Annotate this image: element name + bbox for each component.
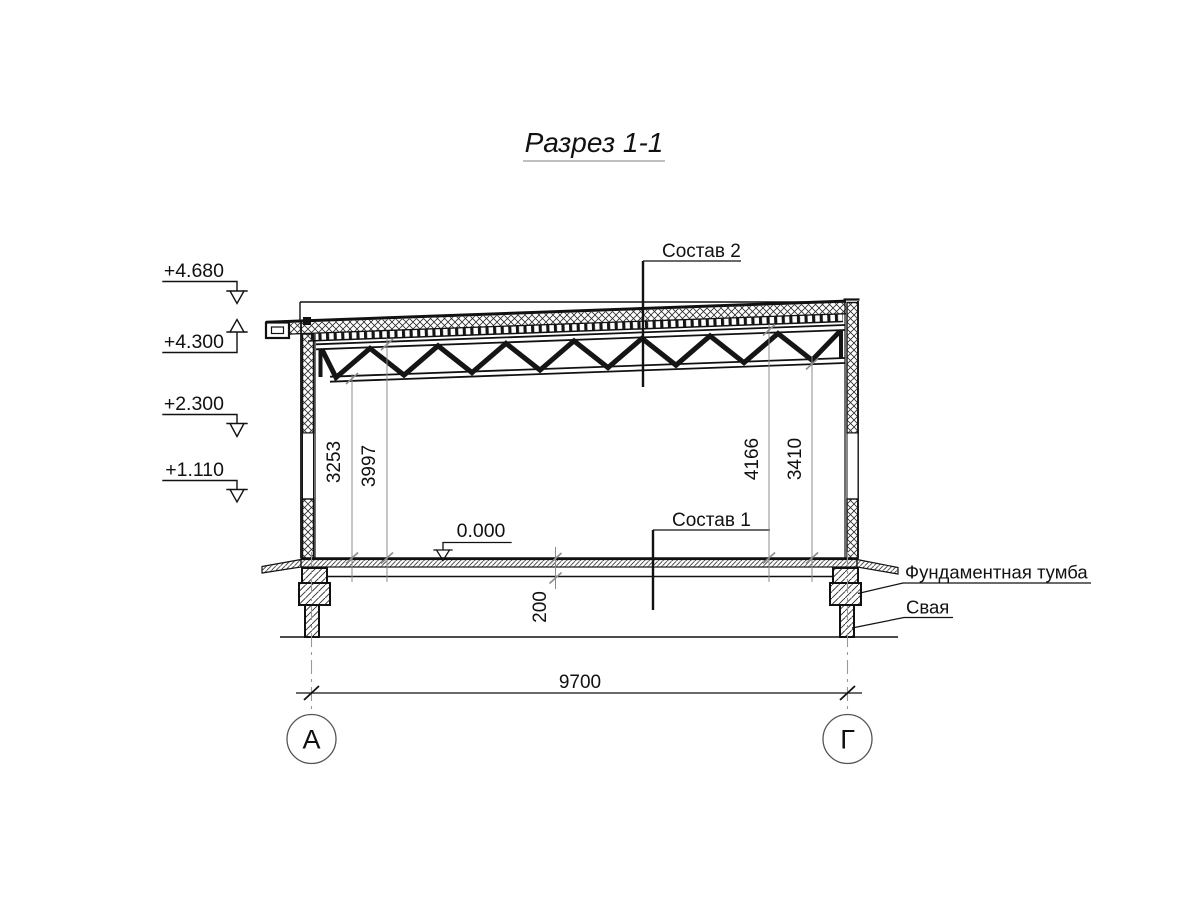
- floor-apron-left: [262, 560, 301, 574]
- right-wall: [844, 300, 860, 559]
- axis-bubble-left: [287, 715, 336, 764]
- axis-letter-left: А: [302, 724, 321, 755]
- elevation-4300-text: +4.300: [163, 331, 224, 353]
- elevation-4680-text: +4.680: [163, 260, 224, 282]
- axis-bubble-right: [823, 715, 872, 764]
- elevation-mark-0000: [434, 520, 511, 561]
- dim-3410: [785, 356, 818, 582]
- floor-composition-text: Состав 1: [672, 510, 751, 531]
- foundation-pedestal-right-lower: [830, 583, 861, 605]
- foundation-pedestal-left-lower: [299, 583, 330, 605]
- foundation-pedestal-left-upper: [302, 568, 327, 583]
- elevation-1110-text: +1.110: [165, 459, 224, 481]
- elevation-mark-4300: [163, 320, 247, 354]
- elevation-mark-2300: [163, 393, 247, 437]
- dim-3997-text: 3997: [359, 444, 380, 488]
- elevation-mark-4680: [163, 260, 247, 304]
- dim-4166-text: 4166: [742, 437, 763, 481]
- left-wall: [301, 322, 315, 559]
- pile-text: Свая: [906, 596, 950, 618]
- floor-slab: [262, 559, 898, 577]
- pile-leader: [852, 618, 953, 629]
- foundation-pedestal-leader: [858, 583, 1091, 594]
- right-wall-panel-upper: [847, 303, 858, 434]
- eave-gutter-box: [266, 323, 289, 339]
- left-wall-panel-lower: [303, 499, 314, 559]
- title-text: Разрез 1-1: [524, 127, 664, 158]
- foundation-pedestal-text: Фундаментная тумба: [905, 561, 1088, 583]
- elevation-mark-1110: [163, 459, 247, 502]
- composition-labels: [643, 241, 770, 610]
- axis-grid: [287, 552, 872, 764]
- axis-letter-right: Г: [840, 724, 855, 755]
- roof-composition-text: Состав 2: [662, 241, 741, 262]
- elevation-marks: [163, 260, 511, 561]
- dim-9700-text: 9700: [558, 672, 602, 693]
- left-wall-panel-upper: [303, 334, 314, 433]
- dim-3253: [324, 373, 358, 582]
- right-wall-panel-lower: [847, 499, 858, 559]
- pile-label: [852, 597, 953, 629]
- floor-apron-right: [857, 560, 898, 575]
- dim-3410-text: 3410: [785, 437, 806, 481]
- dim-200-text: 200: [530, 591, 551, 623]
- foundation: [280, 568, 898, 637]
- foundation-pedestal-right-upper: [833, 568, 858, 583]
- dim-9700: [296, 672, 862, 700]
- eave-anchor-block: [303, 317, 311, 325]
- drawing-title: [523, 127, 665, 161]
- right-wall-window-band: [847, 433, 858, 499]
- elevation-2300-text: +2.300: [163, 393, 224, 415]
- left-wall-window-band: [303, 433, 314, 499]
- elevation-0000-text: 0.000: [456, 520, 506, 542]
- dim-3253-text: 3253: [324, 440, 345, 484]
